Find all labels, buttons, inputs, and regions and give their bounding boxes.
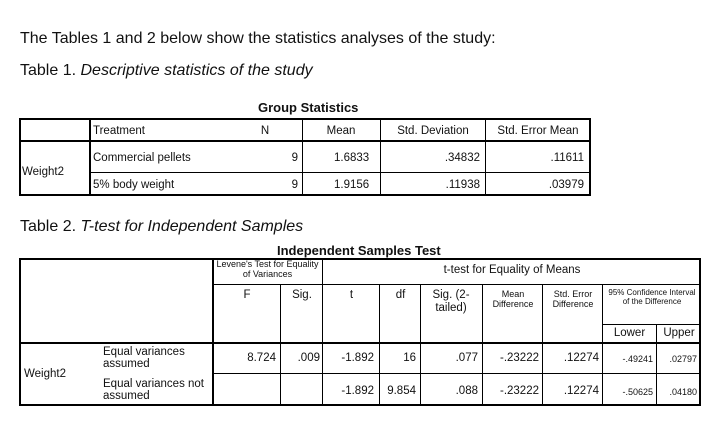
table1-header-std-error-mean: Std. Error Mean — [497, 125, 579, 137]
table1-header-treatment: Treatment — [93, 125, 145, 137]
table1-row-divider — [90, 172, 591, 173]
table2-vline — [420, 284, 421, 406]
table2-row2-std-error-difference: .12274 — [563, 385, 599, 397]
table2-row1-df: 16 — [403, 352, 416, 364]
table2-row1-lower: -.49241 — [622, 354, 653, 364]
table1-title: Group Statistics — [258, 100, 359, 115]
table2-row1-sig: .009 — [297, 352, 320, 364]
table2-row2-lower: -.50625 — [622, 387, 653, 397]
table2-col-t: t — [349, 289, 354, 301]
table2-ci-header: 95% Confidence Interval of the Difference — [608, 288, 696, 306]
table1-row1-n: 9 — [291, 152, 298, 164]
table2-row1-upper: .02797 — [669, 354, 697, 364]
table2-row2-t: -1.892 — [341, 385, 374, 397]
table2-vline — [212, 258, 214, 406]
table1-header-n: N — [260, 125, 270, 137]
table1-vline — [302, 118, 303, 196]
table2-levene-header: Levene's Test for Equality of Variances — [216, 259, 319, 279]
table2-col-df: df — [395, 289, 406, 301]
table2-row1-t: -1.892 — [341, 352, 374, 364]
table2-hline — [213, 284, 701, 285]
table2-col-std-error-difference: Std. Error Difference — [552, 289, 594, 309]
table1-caption — [20, 62, 313, 80]
table2-header-divider — [19, 342, 701, 344]
table2-vline — [379, 284, 380, 406]
table2-row2-upper: .04180 — [669, 387, 697, 397]
table1-row1-mean: 1.6833 — [334, 152, 370, 164]
table2-vline — [482, 284, 483, 406]
table2-col-mean-difference: Mean Difference — [492, 289, 534, 309]
table2-col-lower: Lower — [613, 327, 646, 339]
table2-row2-mean-difference: -.23222 — [499, 385, 539, 397]
table1-row2-sd: .11938 — [445, 179, 480, 191]
table2-vline — [542, 284, 543, 406]
table2-col-sig-2tailed: Sig. (2-tailed) — [432, 289, 470, 314]
table2-row2-label: Equal variances not assumed — [103, 378, 205, 402]
table2-row2-sig-2tailed: .088 — [455, 385, 478, 397]
table1-row1-sem: .11611 — [550, 152, 584, 164]
table1-vline — [485, 118, 486, 196]
table1-group-label: Weight2 — [22, 166, 64, 178]
table1-row1-sd: .34832 — [444, 152, 480, 164]
table2-caption-prefix: Table 2. — [20, 218, 77, 235]
table1-row2-sem: .03979 — [548, 179, 584, 191]
table1-row1-treatment: Commercial pellets — [93, 152, 191, 164]
table1-caption-prefix: Table 1. — [20, 62, 77, 79]
table2-vline — [322, 258, 323, 406]
table1-row2-treatment: 5% body weight — [93, 179, 175, 191]
intro-text: The Tables 1 and 2 below show the statistics analyses of the study: — [20, 30, 496, 47]
table2-hline — [602, 324, 701, 325]
table2-row1-label: Equal variances assumed — [103, 346, 185, 370]
table2-col-upper: Upper — [663, 327, 695, 339]
table1-vline — [89, 118, 91, 196]
table2-group-label: Weight2 — [24, 368, 66, 380]
table2-col-f: F — [243, 289, 251, 301]
table1-row2-mean: 1.9156 — [334, 179, 370, 191]
table2-row1-std-error-difference: .12274 — [563, 352, 599, 364]
table2-ttest-header: t-test for Equality of Means — [443, 264, 581, 276]
table2-row1-f: 8.724 — [247, 352, 276, 364]
table1-header-mean: Mean — [326, 125, 356, 137]
table2-col-sig: Sig. — [292, 289, 312, 301]
table1-header-divider — [19, 140, 591, 142]
table1-caption-title: Descriptive statistics of the study — [80, 62, 313, 79]
table2-caption-title: T-test for Independent Samples — [80, 218, 304, 235]
table2-row2-df: 9.854 — [387, 385, 416, 397]
table2-row1-sig-2tailed: .077 — [455, 352, 478, 364]
table2-vline — [602, 284, 603, 406]
table1-row2-n: 9 — [291, 179, 298, 191]
table2-vline — [280, 284, 281, 406]
table1-vline — [380, 118, 381, 196]
table1-header-std-deviation: Std. Deviation — [397, 125, 469, 137]
table2-row1-mean-difference: -.23222 — [499, 352, 539, 364]
table2-caption — [20, 218, 303, 236]
table2-title: Independent Samples Test — [277, 243, 441, 258]
table2-row-divider — [213, 373, 701, 374]
